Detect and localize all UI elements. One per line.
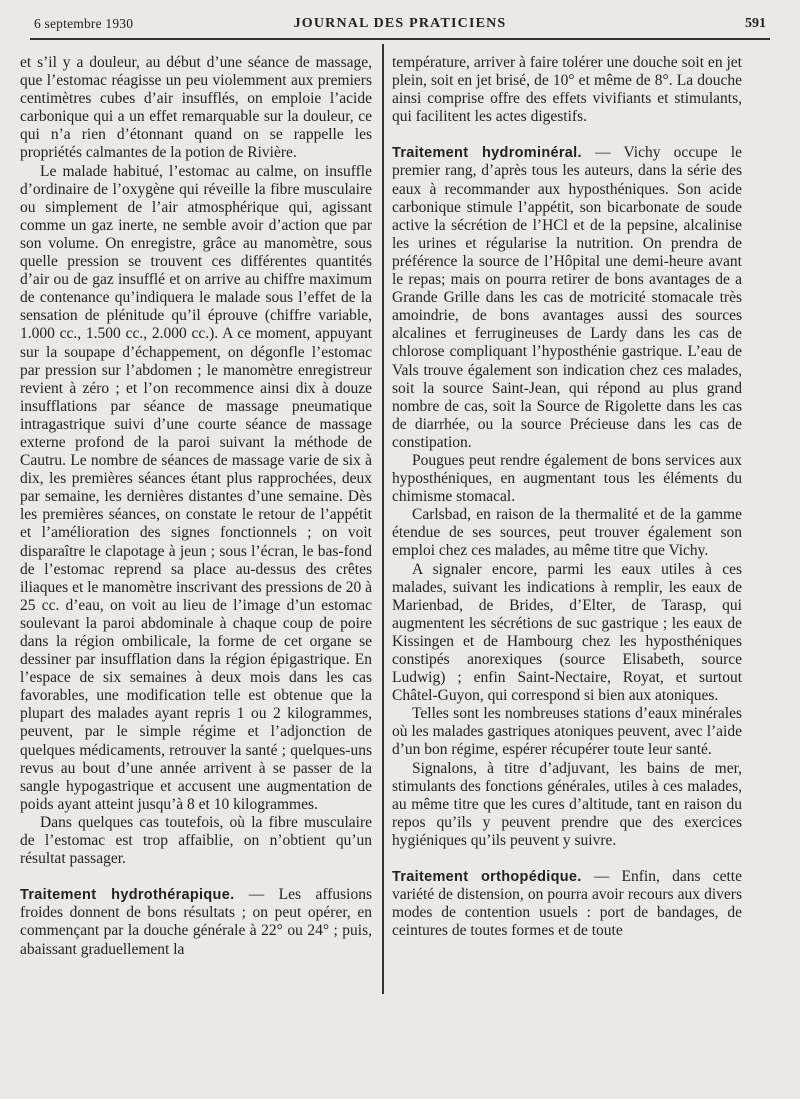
paragraph: Signalons, à titre d’adjuvant, les bains de mer, stimulants des fonctions générales, utiles à ces malades, au même titre que les cures d’altitude, tant en raison du repos qu’ils y peuvent prendre que des exercices hygiéniques qu’ils peuvent y suivre. (392, 759, 742, 849)
paragraph: Pougues peut rendre également de bons services aux hyposthéniques, en augmentant tous les éléments du chimisme stomacal. (392, 451, 742, 506)
section-text: — Enfin, dans cette variété de distension, on pourra avoir recours aux divers modes de contention usuels : port de bandages, de ceintures de toutes formes et de toute (392, 868, 742, 940)
section-heading: Traitement hydrominéral. (392, 145, 582, 162)
column-divider (382, 44, 384, 994)
section-heading: Traitement hydrothérapique. (20, 887, 235, 904)
left-column (20, 54, 372, 959)
paragraph: température, arriver à faire tolérer une douche soit en jet plein, soit en jet brisé, de 10° et même de 8°. La douche ainsi comprise offre des effets vivifiants et stimulants, qui facilitent les actes digestifs. (392, 54, 742, 126)
page-number: 591 (745, 16, 766, 31)
section-text: — Vichy occupe le premier rang, d’après tous les auteurs, dans la série des eaux à recommander aux hyposthéniques. Son acide carbonique stimule l’appétit, son bicarbonate de soude active la sécrétion de l’HCl et de la pepsine, alcalinise les urines et régularise la nutrition. On prendra de préférence la source de l’Hôpital une demi-heure avant le repas; mais on pourra retirer de bons avantages de a Grande Grille dans les cas de motricité stomacale très amoindrie, de bons avantages aussi des sources alcalines et ferrugineuses de Lardy dans les cas de chlorose compliquant l’hyposthénie gastrique. L’eau de Vals trouve également son indication chez ces malades, soit la source Saint-Jean, qui répond au plus grand nombre de cas, soit la Source de Rigolette dans les cas de diarrhée, ou la source Précieuse dans les cas de constipation. (392, 144, 742, 451)
paragraph: Telles sont les nombreuses stations d’eaux minérales où les malades gastriques atoniques peuvent, avec l’aide d’un bon régime, espérer récupérer toute leur santé. (392, 705, 742, 759)
issue-date: 6 septembre 1930 (34, 16, 134, 31)
paragraph: A signaler encore, parmi les eaux utiles à ces malades, suivant les indications à remplir, les eaux de Marienbad, de Brides, d’Elter, de Tarasp, qui augmentent les sécrétions de suc gastrique ; les eaux de Kissingen et de Hambourg chez les hyposthéniques constipés anorexiques (source Elisabeth, source Ludwig) ; enfin Saint-Nectaire, Royat, et surtout Châtel-Guyon, qui correspond si bien aux atoniques. (392, 560, 742, 705)
paragraph: Le malade habitué, l’estomac au calme, on insuffle d’ordinaire de l’oxygène qui réveille la fibre musculaire ou simplement de l’air atmosphérique qui, agissant comme un gaz inerte, ne semble avoir d’action que par son volume. On enregistre, grâce au manomètre, sous quelle pression se trouvent ces différentes quantités d’air ou de gaz insufflé et on arrive au chiffre maximum de contenance qu’indiquera le malade sous l’effet de la sensation de plénitude qu’il éprouve (chiffre variable, 1.000 cc., 1.500 cc., 2.000 cc.). A ce moment, appuyant sur la soupape d’échappement, on dégonfle l’estomac par pression sur l’abdomen ; le manomètre enregistreur revient à zéro ; et l’on recommence ainsi dix à douze insufflations par séance de massage pneumatique intragastrique suivi d’une courte séance de massage externe profond de la paroi suivant la méthode de Cautru. Le nombre de séances de massage varie de six à dix, les premières séances étant plus rapprochées, deux par semaine, les dernières distantes d’une semaine. Dès les premières séances, on constate le retour de l’appétit et l’amélioration des signes fonctionnels ; on voit disparaître le clapotage à jeun ; sous l’écran, le bas-fond de l’estomac reprend sa place au-dessus des crêtes iliaques et le manomètre inscrivant des pressions de 20 à 25 cc. d’eau, on voit au lieu de l’image d’un estomac soulevant la paroi abdominale à chaque coup de poire dans la région ombilicale, la forme de cet organe se dessiner par insufflation dans la région épigastrique. En l’espace de six semaines à deux mois dans les cas favorables, une modification telle est obtenue que la plupart des malades ayant repris 1 ou 2 kilogrammes, peuvent, par le simple régime et l’adjonction de quelques médicaments, retrouver la santé ; quelques-uns revus au bout d’une année arrivent à se passer de la sangle hypogastrique et accusent une augmentation de poids ayant atteint jusqu’à 8 et 10 kilogrammes. (20, 162, 372, 813)
journal-title: JOURNAL DES PRATICIENS (293, 16, 507, 31)
section-text: — Les affusions froides donnent de bons résultats ; on peut opérer, en commençant par la douche générale à 22° ou 24° ; puis, abaissant graduellement la (20, 886, 372, 958)
section-heading: Traitement orthopédique. (392, 869, 582, 886)
paragraph: Dans quelques cas toutefois, où la fibre musculaire de l’estomac est trop affaiblie, on n’obtient qu’un résultat passager. (20, 813, 372, 868)
right-column (392, 54, 742, 940)
paragraph: Carlsbad, en raison de la thermalité et de la gamme étendue de ses sources, peut trouver également son emploi chez ces malades, au même titre que Vichy. (392, 506, 742, 560)
running-header (30, 12, 770, 40)
paragraph: et s’il y a douleur, au début d’une séance de massage, que l’estomac réagisse un peu violemment aux premiers centimètres cubes d’air insufflés, on emploie l’acide carbonique qui a un effet remarquable sur la douleur, ce qui n’a rien d’étonnant quand on se rappelle les propriétés calmantes de la potion de Rivière. (20, 54, 372, 162)
